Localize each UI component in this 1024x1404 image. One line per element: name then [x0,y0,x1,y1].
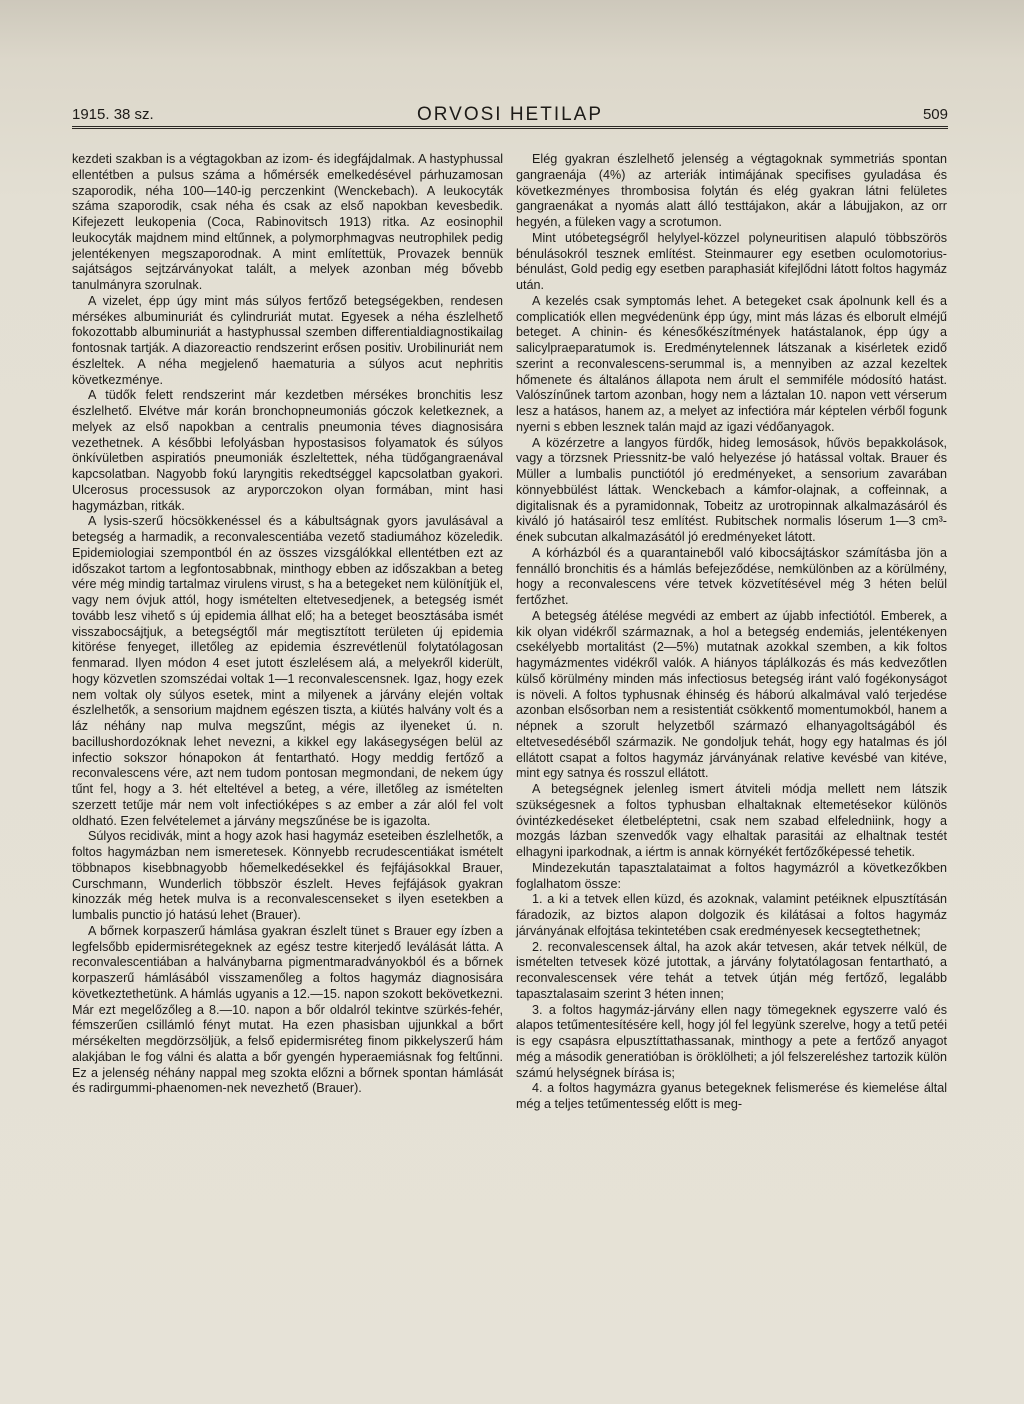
list-item: 1. a ki a tetvek ellen küzd, és azoknak, valamint petéiknek elpusztításán fáradozik, az biztos alapon dolgozik és kilátásai a foltos hagymáz járványának elfojtása tekintetében csak eredményesek kecsegtethetnek; [516,892,947,938]
paragraph: Mint utóbetegségről helylyel-közzel polyneuritisen alapuló többszörös bénulásokról tesznek említést. Steinmaurer egy esetben oculomotorius-bénulást, Gold pedig egy esetben paraphasiát kifejlődni látott foltos hagymáz után. [516,230,947,292]
paragraph: A tüdők felett rendszerint már kezdetben mérsékes bronchitis lesz észlelhető. Elvétve már korán bronchopneumoniás góczok keletkeznek, a melyek az első napokban a centralis pneumonia téves diagnosisára vezethetnek. A későbbi lefolyásban hypostasisos folyamatok és súlyos önkívületben aspiratiós pneumoniák észleltettek, néha tüdőgangraenával kapcsolatban. Nagyobb fokú laryngitis rekedtséggel kapcsolatban gyakori. Ulcerosus processusok az aryporczokon olyan formában, mint hasi hagymázban, ritkák. [72,388,503,513]
paragraph: kezdeti szakban is a végtagokban az izom- és idegfájdalmak. A hastyphussal ellentétben a pulsus száma a hőmérsék emelkedésével párhuzamosan szaporodik, néha 100—140-ig perczenkint (Wenckebach). A leukocyták száma szaporodik, csak néha és csak az első napokban kevesbedik. Kifejezett leukopenia (Coca, Rabinovitsch 1913) ritka. Az eosinophil leukocyták majdnem mind eltűnnek, a polymorphmagvas neutrophilek pedig jelentékenyen megszaporodnak. A mint említettük, Provazek bennük sajátságos sejtzárványokat talált, a melyek azonban még bővebb tanulmányra szorulnak. [72,152,503,292]
paragraph: A vizelet, épp úgy mint más súlyos fertőző betegségekben, rendesen mérsékes albuminuriát és cylindruriát mutat. Egyesek a néha észlelhető fokozottabb albuminuriát a hastyphussal szemben differentialdiagnostikailag fontosnak tartják. A diazoreactio rendszerint erősen positiv. Urobilinuriát nem észleltek. A néha megjelenő haematuria a súlyos acut nephritis következménye. [72,293,503,387]
paragraph: A bőrnek korpaszerű hámlása gyakran észlelt tünet s Brauer egy ízben a legfelsőbb epidermisrétegeknek az egész testre kiterjedő leválását látta. A reconvalescentiában a halványbarna pigmentmaradványokból és a bőrnek korpaszerű hámlásából visszamenőleg a foltos hagymáz diagnosisára következtethetünk. A hámlás ugyanis a 12.—15. napon szokott bekövetkezni. Már ezt megelőzőleg a 8.—10. napon a bőr oldalról tekintve szürkés-fehér, fémszerűen csillámló fényt mutat. Ha ezen phasisban ujjunkkal a bőrt mérsékelten megdörzsöljük, a felső epidermisréteg finom pikkelyszerű hám alakjában le fog válni és alatta a bőr gyengén hyperaemiásnak fog feltűnni. Ez a jelenség néhány nappal meg szokta előzni a bőrnek spontan hámlását és radirgummi-phaenomen-nek nevezhető (Brauer). [72,923,503,1096]
list-item: 3. a foltos hagymáz-járvány ellen nagy tömegeknek egyszerre való és alapos tetűmentesítésére kell, hogy jól fel legyünk szerelve, hogy a tetű petéi is egy csapásra elpusztíttathassanak, minthogy a pete a fertőző anyagot még a második generatióban is öröklölheti; a jól felszereléshez tartozik külön számú helységnek bírása is; [516,1002,947,1080]
issue-label: 1915. 38 sz. [72,106,154,123]
page-number: 509 [922,106,948,123]
list-item: 4. a foltos hagymázra gyanus betegeknek felismerése és kiemelése által még a teljes tetűmentesség előtt is meg- [516,1081,947,1111]
journal-title: ORVOSI HETILAP [416,104,604,125]
page-header [72,104,948,126]
paragraph: Mindezekután tapasztalataimat a foltos hagymázról a következőkben foglalhatom össze: [516,860,947,891]
paragraph: Elég gyakran észlelhető jelenség a végtagoknak symmetriás spontan gangraenája (4%) az arteriák intimájának specifises gyuladása és következményes thrombosisa folytán és elég gyakran látni felületes gangraenákat a nyomás alatt álló testtájakon, akár a lábujjakon, az orr hegyén, a füleken vagy a scrotumon. [516,152,947,229]
right-column [516,152,947,1113]
paragraph: Súlyos recidivák, mint a hogy azok hasi hagymáz eseteiben észlelhetők, a foltos hagymázban nem ismeretesek. Könnyebb recrudescentiákat ismételt többnapos kisebbnagyobb hőemelkedésekkel és fejfájásokkal Brauer, Curschmann, Wunderlich többször észlelt. Heves fejfájások gyakran kinozzák még hetek mulva is a reconvalescenseket s ilyen esetekben a lumbalis punctio jó hatású lehet (Brauer). [72,829,503,922]
paragraph: A betegségnek jelenleg ismert átviteli módja mellett nem látszik szükségesnek a foltos typhusban elhaltaknak eltemetésekor különös óvintézkedéseket életbeléptetni, csak nem szabad elfeledniink, hogy a mozgás lázban szenvedők vagy elhaltak parasitái az elhaltnak testét elhagyni iparkodnak, a iértm is annak környékét fertőzőképessé tehetik. [516,782,947,859]
paragraph: A lysis-szerű höcsökkenéssel és a kábultságnak gyors javulásával a betegség a harmadik, a reconvalescentiába vezető stadiumához közeledik. Epidemiologiai szempontból én az összes vizsgálókkal ellentétben ezt az időszakot tartom a legfontosabbnak, minthogy ebben az időszakban a beteg vére még mindig tartalmaz virulens virust, s ha a betegeket nem különítjük el, vagy nem óvjuk attól, hogy ismételten eltetvesedjenek, a betegség ismét tovább lesz vihető s új epidemia állhat elő; ha a beteget beosztásába ismét visszabocsájtjuk, a betegségtől már megtisztított területen új epidemia kitörése fenyeget, illetőleg az epidemia észrevétlenül folytatólagosan fenmarad. Ilyen módon 4 eset jutott észlelésem alá, a melyekről kiderült, hogy közvetlen szomszédai voltak 1—1 reconvalescensnek. Igaz, hogy ezek nem voltak oly súlyos esetek, mint a milyenek a járvány elején voltak észlelhetők, a sensorium majdnem egészen tiszta, a kiütés halvány volt és a láz néhány nap mulva megszűnt, mégis az ilyeneket ú. n. bacillushordozóknak lehet nevezni, a kikkel egy lakásegységen belül az infectio sokszor hónapokon át fentartható. Hogy meddig fertőző a reconvalescens vére, azt nem tudom pontosan megmondani, de nekem úgy tűnt fel, hogy a 3. hét elteltével a beteg, a vére, illetőleg az ismételten szerzett tetűje már nem volt infectióképes s az ember a zár alól fel volt oldható. Ezen felvételemet a járvány megszűnése be is igazolta. [72,514,503,828]
paragraph: A kezelés csak symptomás lehet. A betegeket csak ápolnunk kell és a complicatiók ellen megvédenünk épp úgy, mint más lázas és elborult elméjű beteget. A chinin- és kénesőkészítmények hatástalanok, épp úgy a salicylpraeparatumok is. Eredménytelennek látszanak a kisérletek ezidő szerint a reconvalescens-serummal is, a mennyiben az azzal kezeltek hőmenete és általános állapota nem árult el semmiféle módosító hatást. Valószínűnek tartom azonban, hogy nem a láztalan 10. napon vett vérserum lesz a hatásos, hanem az, a melyet az infectióra már képtelen vérből fogunk nyerni s ebben lesznek talán majd az igazi védőanyagok. [516,293,947,434]
paragraph: A közérzetre a langyos fürdők, hideg lemosások, hűvös bepakkolások, vagy a törzsnek Priessnitz-be való helyezése jó hatással voltak. Brauer és Müller a lumbalis punctiótól jó eredményeket, a sensorium zavarában könnyebbülést láttak. Wenckebach a kámfor-olajnak, a coffeinnak, a digitalisnak és a pyramidonnak, Tobeitz az urotropinnak alkalmazásáról és kiváló jó hatásairól tesz említést. Rubitschek normalis lóserum 1—3 cm³-ének subcutan alkalmazásától jó eredményeket látott. [516,435,947,544]
list-item: 2. reconvalescensek által, ha azok akár tetvesen, akár tetvek nélkül, de ismételten tetvesek közé jutottak, a járvány folytatólagosan fentartható, a reconvalescensek vére tehát a tetvek útján még fertőző, legalább tapasztalasaim szerint 3 héten innen; [516,939,947,1001]
paragraph: A betegség átélése megvédi az embert az újabb infectiótól. Emberek, a kik olyan vidékről származnak, a hol a betegség endemiás, jelentékenyen csekélyebb mortalitást (2—5%) mutatnak azokkal szemben, a kik foltos hagymázmentes vidékről valók. A hiányos táplálkozás és más kedvezőtlen külső körülmény minden más infectiosus betegség iránt való fogékonyságot is növeli. A foltos typhusnak éhinség és háború alkalmával való terjedése azonban elsősorban nem a resistentiát csökkentő momentumokból, hanem a népnek a szorult helyzetből származó elhanyagoltságából és eltetvesedéséből származik. Ne gondoljuk tehát, hogy egy hatalmas és jól ellátott csapat a foltos hagymáz járványának relative kevésbé van kitéve, mint egy satnya és rosszul ellátott. [516,608,947,781]
header-rule [72,126,948,129]
left-column [72,152,503,1097]
paragraph: A kórházból és a quarantaineből való kibocsájtáskor számításba jön a fennálló bronchitis és a hámlás befejeződése, nemkülönben az a körülmény, hogy a reconvalescens vére tetvek közvetítésével még 3 héten belül fertőzhet. [516,545,947,607]
